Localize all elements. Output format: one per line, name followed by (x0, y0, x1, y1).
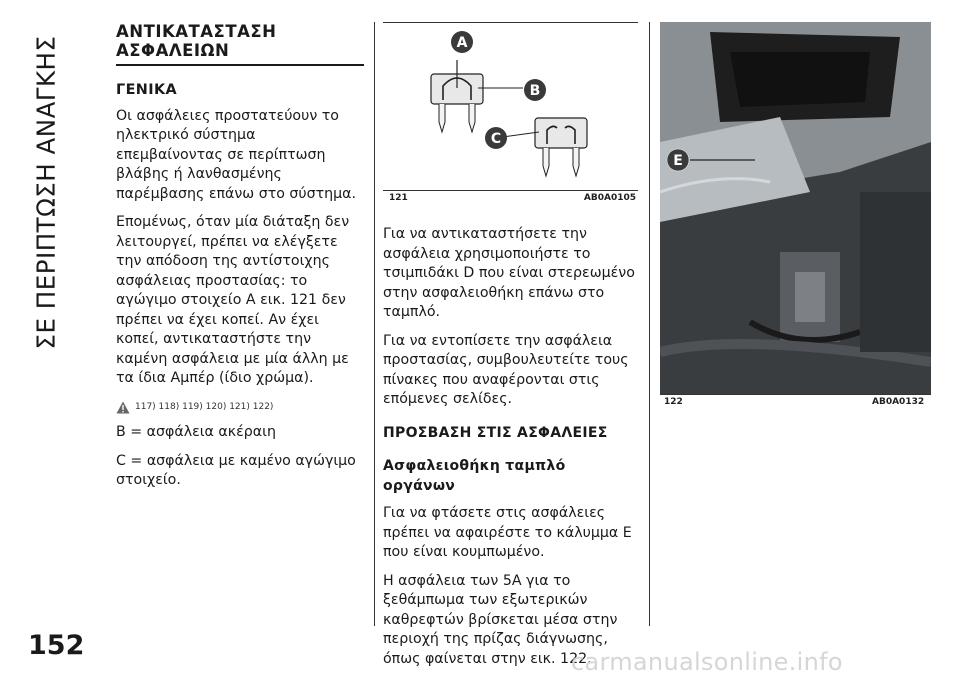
heading-dashboard-fusebox: Ασφαλειοθήκη ταμπλό οργάνων (383, 458, 566, 494)
section-title-line1: ΑΝΤΙΚΑΤΑΣΤΑΣΗ (116, 22, 277, 41)
fuse-illustration (383, 22, 638, 192)
section-title-line2: ΑΣΦΑΛΕΙΩΝ (116, 41, 230, 60)
paragraph-tables: Για να εντοπίσετε την ασφάλεια προστασίας, συμβουλευτείτε τους πίνακες που αναφέρονται στις επόμενες σελίδες. (383, 332, 629, 407)
column-divider-left (374, 22, 375, 626)
general-heading: ΓΕΝΙΚΑ (116, 82, 178, 98)
column-one (116, 22, 364, 500)
figure-122-number: 122 (664, 397, 683, 407)
warning-triangle-icon (116, 401, 130, 414)
warning-references (116, 398, 364, 418)
figure-122 (660, 22, 931, 394)
figure-122-bottom-rule (660, 394, 931, 395)
column-divider-right (649, 22, 650, 626)
callout-c-label: C (490, 131, 502, 147)
callout-e-icon (667, 149, 689, 171)
callout-e-label: E (673, 153, 683, 169)
callout-b-icon (524, 79, 546, 101)
paragraph-mirror-fuse: Η ασφάλεια των 5A για το ξεθάμπωμα των εξωτερικών καθρεφτών βρίσκεται μέσα στην περιοχή της πρίζας διάγνωσης, όπως φαίνεται στην εικ. 122. (383, 572, 618, 667)
callout-a-label: A (456, 35, 468, 51)
figure-121-top-rule (383, 22, 638, 23)
line-c: C = ασφάλεια με καμένο αγώγιμο στοιχείο. (116, 452, 356, 488)
figure-121 (383, 22, 638, 214)
callout-c-icon (485, 127, 507, 149)
side-tab-label: ΣΕ ΠΕΡΙΠΤΩΣΗ ΑΝΑΓΚΗΣ (31, 35, 61, 349)
callout-b-label: B (529, 83, 541, 99)
paragraph-tweezers: Για να αντικαταστήσετε την ασφάλεια χρησιμοποιήστε το τσιμπιδάκι D που είναι στερεωμένο στην ασφαλειοθήκη επάνω στο ταμπλό. (383, 226, 635, 320)
figure-121-bottom-rule (383, 190, 638, 191)
heading-fuse-access: ΠΡΟΣΒΑΣΗ ΣΤΙΣ ΑΣΦΑΛΕΙΕΣ (383, 424, 608, 441)
fuse-blown-icon (535, 118, 587, 176)
column-two (383, 215, 639, 678)
figure-121-code: AB0A0105 (583, 193, 636, 203)
line-b: B = ασφάλεια ακέραιη (116, 424, 276, 440)
paragraph-check-fuse: Επομένως, όταν μία διάταξη δεν λειτουργεί, πρέπει να ελέγξετε την απόδοση της αντίστοιχης ασφάλειας προστασίας: το αγώγιμο στοιχείο A εικ. 121 δεν πρέπει να έχει κοπεί. Αν έχει κοπεί, αντικαταστήστε την καμένη ασφάλεια με μία άλλη με τα ίδια Αμπέρ (ίδιο χρώμα). (116, 214, 350, 386)
figure-122-code: AB0A0132 (872, 397, 925, 407)
paragraph-remove-cover: Για να φτάσετε στις ασφάλειες πρέπει να αφαιρέστε το κάλυμμα E που είναι κουμπωμένο. (383, 505, 632, 560)
title-rule (116, 64, 364, 66)
warning-refs-text: 117) 118) 119) 120) 121) 122) (135, 401, 274, 412)
dashboard-photo (660, 22, 931, 394)
paragraph-intro: Οι ασφάλειες προστατεύουν το ηλεκτρικό σύστημα επεμβαίνοντας σε περίπτωση βλάβης ή λανθασμένης παρέμβασης επάνω στο σύστημα. (116, 107, 357, 202)
figure-121-number: 121 (389, 193, 408, 203)
side-tab (26, 35, 66, 349)
watermark: carmanualsonline.info (571, 648, 843, 676)
fuse-intact-icon (431, 60, 483, 132)
callout-a-icon (451, 31, 473, 53)
page-number: 152 (28, 630, 85, 661)
